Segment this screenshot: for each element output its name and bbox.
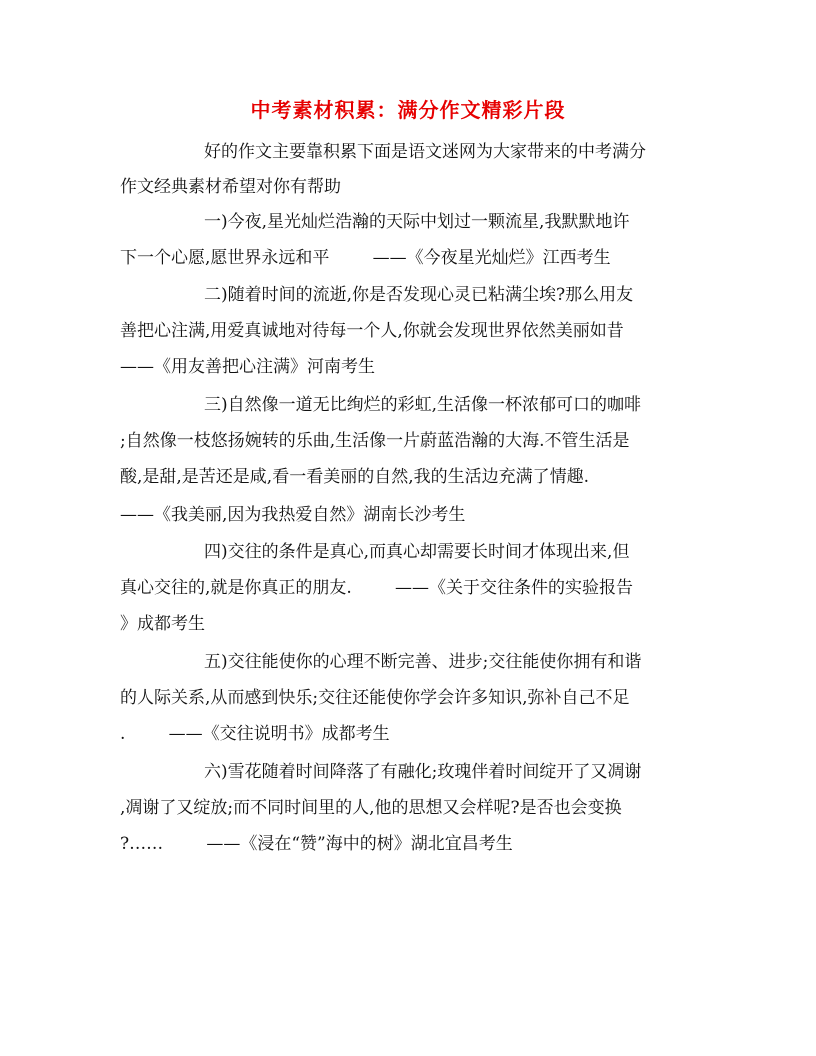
body-line: 的人际关系,从而感到快乐;交往还能使你学会许多知识,弥补自己不足	[120, 688, 630, 708]
body-line: ——《用友善把心注满》河南考生	[120, 357, 375, 377]
body-line: 六)雪花随着时间降落了有融化;玫瑰伴着时间绽开了又凋谢	[204, 762, 642, 782]
body-line: . ——《交往说明书》成都考生	[120, 724, 390, 744]
body-line: 三)自然像一道无比绚烂的彩虹,生活像一杯浓郁可口的咖啡	[204, 395, 642, 415]
body-line: 四)交往的条件是真心,而真心却需要长时间才体现出来,但	[204, 542, 630, 562]
body-line: 作文经典素材希望对你有帮助	[120, 177, 341, 197]
body-line: ?…… ——《浸在“赞”海中的树》湖北宜昌考生	[120, 834, 513, 854]
body-line: ,凋谢了又绽放;而不同时间里的人,他的思想又会样呢?是否也会变换	[120, 798, 622, 818]
body-line: 二)随着时间的流逝,你是否发现心灵已粘满尘埃?那么用友	[204, 285, 634, 305]
body-line: 》成都考生	[120, 614, 205, 634]
body-line: 五)交往能使你的心理不断完善、进步;交往能使你拥有和谐	[204, 652, 642, 672]
body-line: 下一个心愿,愿世界永远和平 ——《今夜星光灿烂》江西考生	[120, 248, 611, 268]
body-line: 一)今夜,星光灿烂浩瀚的天际中划过一颗流星,我默默地许	[204, 212, 630, 232]
body-line: ;自然像一枝悠扬婉转的乐曲,生活像一片蔚蓝浩瀚的大海.不管生活是	[120, 431, 630, 451]
body-line: ——《我美丽,因为我热爱自然》湖南长沙考生	[120, 505, 466, 525]
body-line: 好的作文主要靠积累下面是语文迷网为大家带来的中考满分	[204, 142, 646, 162]
page-title: 中考素材积累：满分作文精彩片段	[250, 98, 566, 122]
body-line: 真心交往的,就是你真正的朋友. ——《关于交往条件的实验报告	[120, 578, 634, 598]
body-line: 善把心注满,用爱真诚地对待每一个人,你就会发现世界依然美丽如昔	[120, 321, 624, 341]
body-line: 酸,是甜,是苦还是咸,看一看美丽的自然,我的生活边充满了情趣.	[120, 467, 590, 487]
